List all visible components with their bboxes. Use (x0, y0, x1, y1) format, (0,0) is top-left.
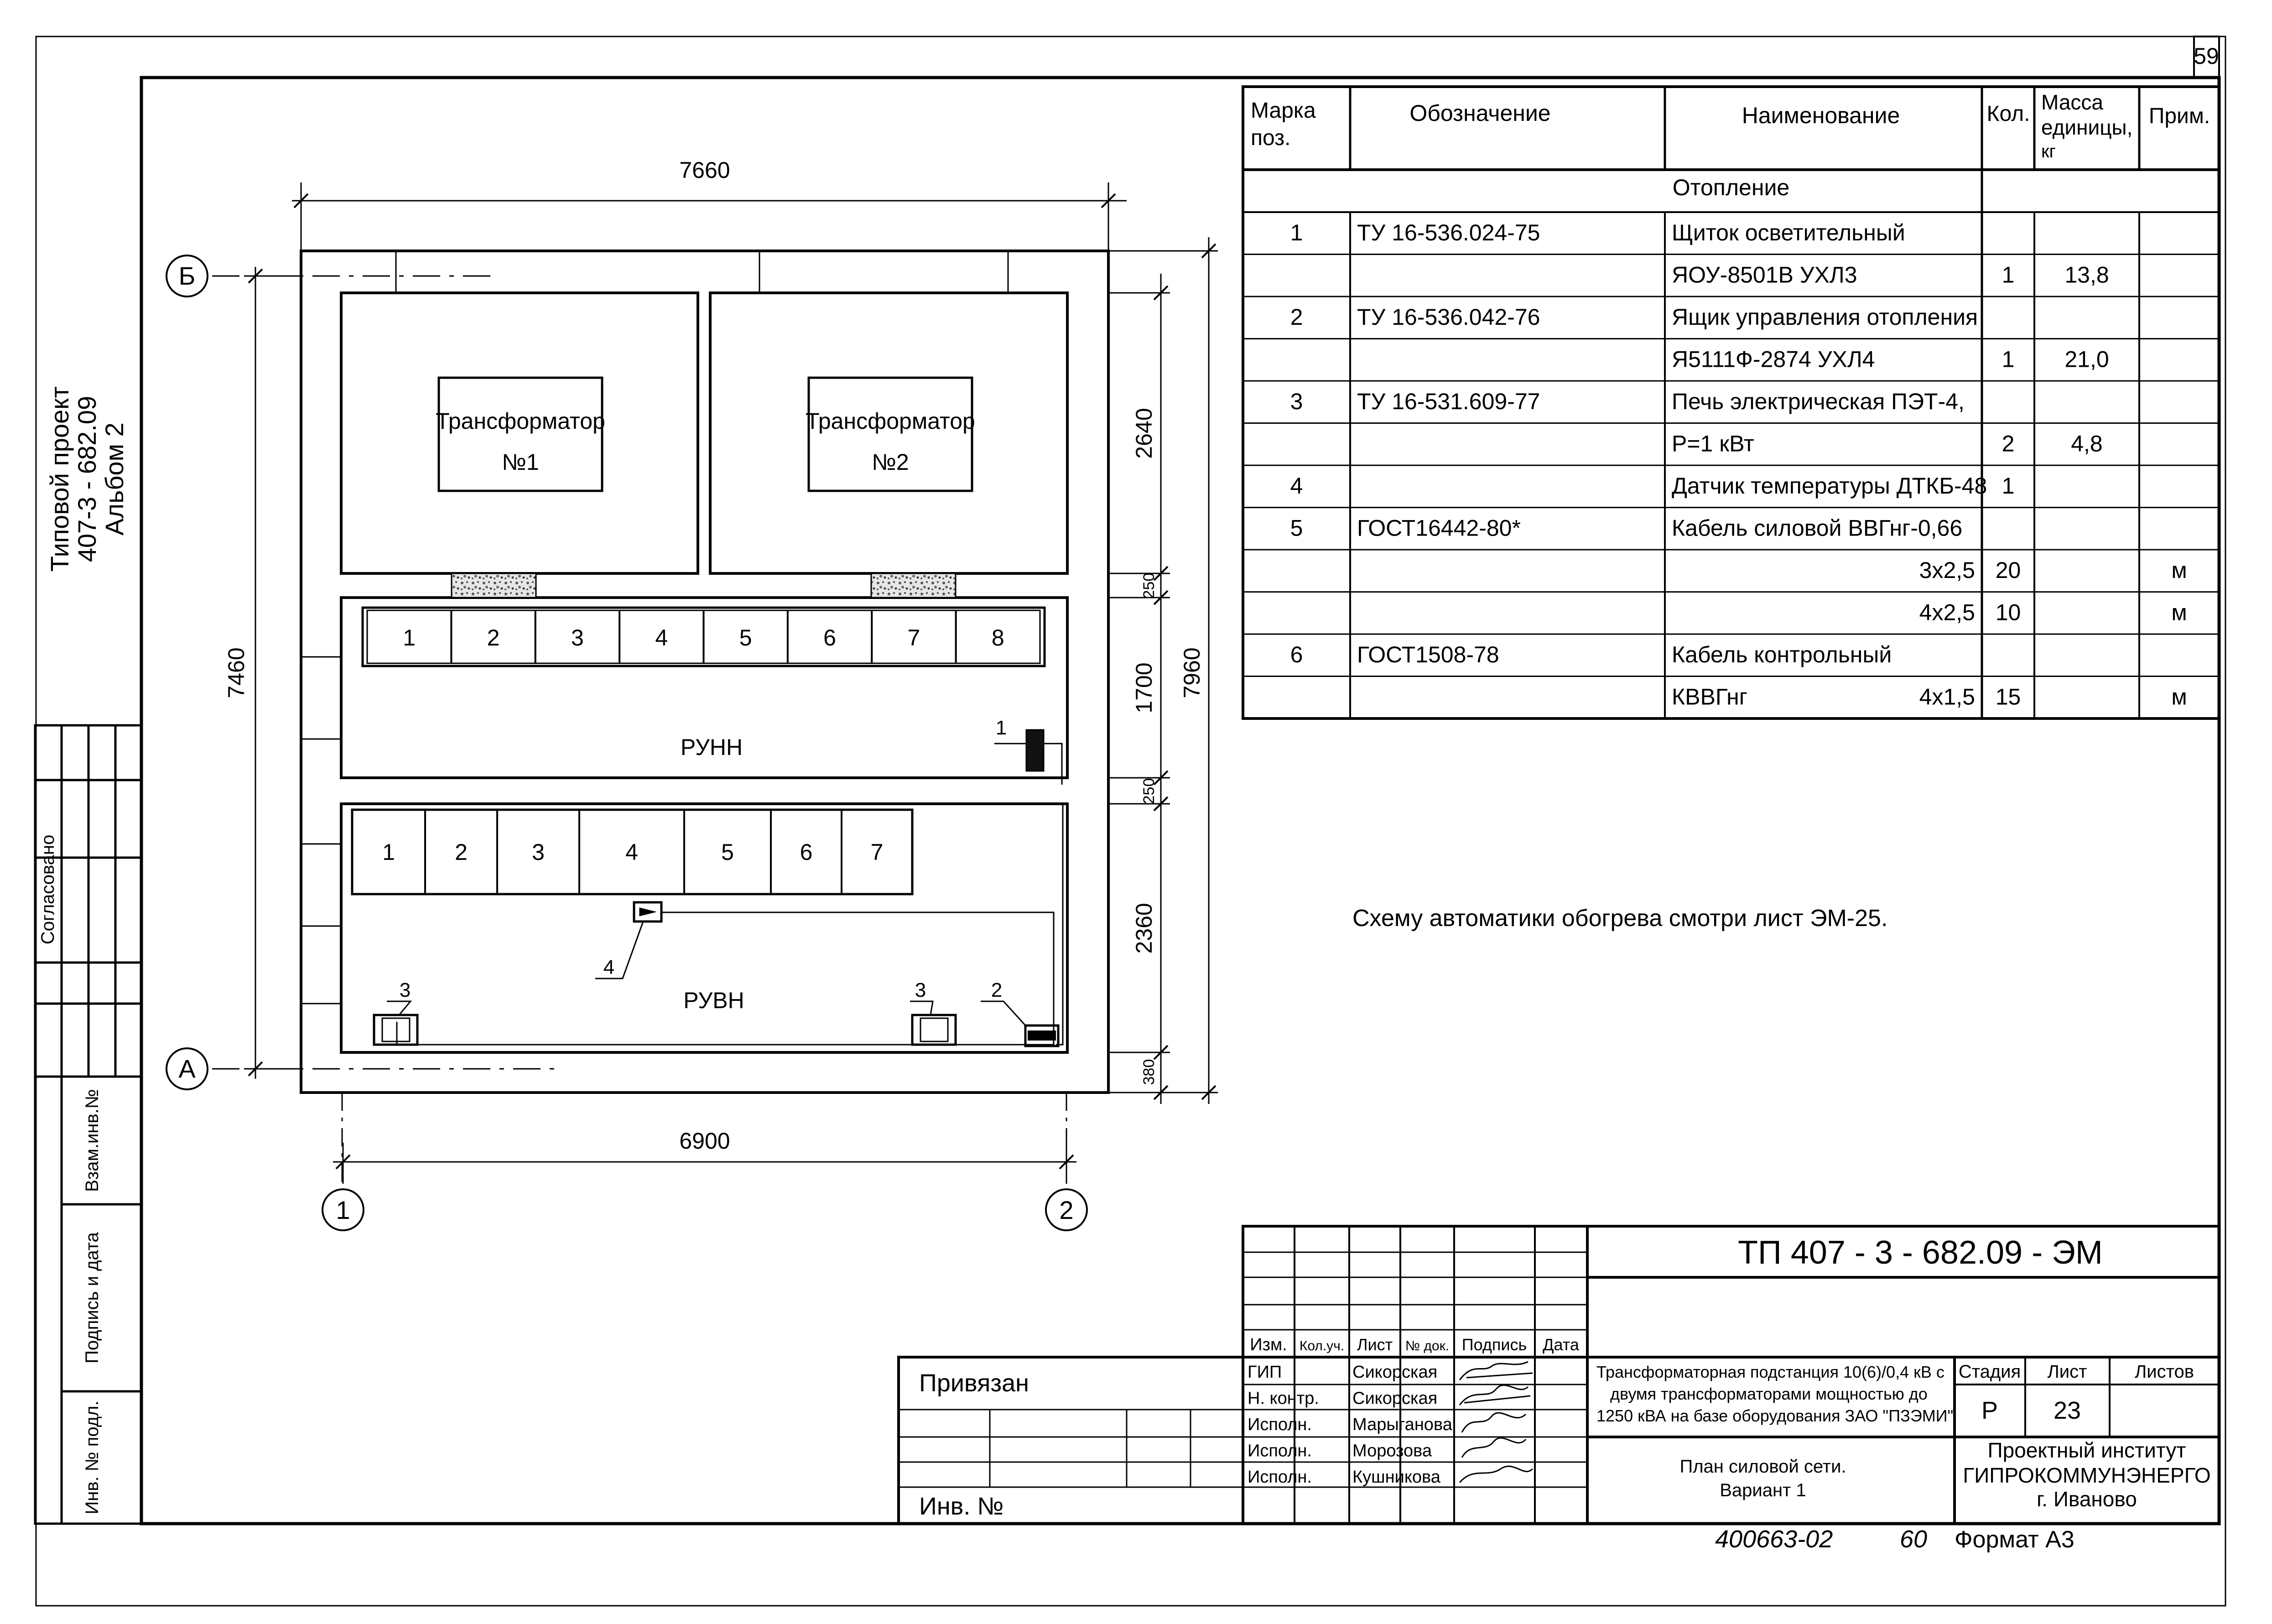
dim-top: 7660 (679, 157, 730, 183)
stamp-org-line1: Проектный институт (1987, 1438, 2186, 1462)
stamp-title-line1: Трансформаторная подстанция 10(6)/0,4 кВ с (1596, 1363, 1944, 1381)
leader-1: 1 (995, 717, 1007, 739)
dim-right-3: 1700 (1131, 662, 1157, 713)
runn-cell-4: 4 (655, 625, 668, 651)
spec-row (1672, 262, 2109, 288)
runn-cell-1: 1 (403, 625, 416, 651)
stamp-sheet-title-line2: Вариант 1 (1720, 1480, 1806, 1500)
spec-cell-designation: ТУ 16-536.042-76 (1357, 304, 1540, 330)
stamp-role: Исполн. (1248, 1468, 1312, 1487)
spec-header-mass-1: Масса (2041, 90, 2104, 114)
runn-cell-5: 5 (739, 625, 752, 651)
dim-right-2: 250 (1140, 573, 1158, 599)
spec-header-mass-3: кг (2041, 141, 2056, 161)
spec-row (1919, 557, 2187, 583)
transformer-1-number: №1 (502, 449, 539, 475)
spec-header-designation: Обозначение (1409, 100, 1551, 126)
spec-cell-name: Р=1 кВт (1672, 431, 1754, 457)
spec-cell-name-size: 4х2,5 (1919, 599, 1975, 625)
stamp-role-row (1248, 1389, 1437, 1408)
runn-cell-7: 7 (907, 625, 920, 651)
spec-header-pos-2: поз. (1251, 126, 1291, 150)
stamp-person: Марыганова (1352, 1415, 1452, 1434)
ruvn-label: РУВН (683, 988, 744, 1013)
ruvn-cell-3: 3 (532, 839, 545, 865)
spec-cell-pos: 4 (1290, 473, 1303, 499)
ruvn-cell-5: 5 (721, 839, 734, 865)
spec-row (1672, 684, 2187, 710)
signature-marks (1460, 1362, 1533, 1483)
spec-cell-name-size: 3х2,5 (1919, 557, 1975, 583)
spec-cell-note: м (2171, 684, 2187, 710)
stamp-code: ТП 407 - 3 - 682.09 - ЭМ (1738, 1234, 2103, 1271)
ruvn-cells (382, 810, 883, 894)
spec-cell-qty: 1 (2002, 346, 2015, 372)
spec-cell-qty: 1 (2002, 473, 2015, 499)
dimension-lines (244, 182, 1218, 1184)
spec-cell-qty: 2 (2002, 431, 2015, 457)
ruvn-cell-1: 1 (382, 839, 395, 865)
side-vzam: Взам.инв.№ (82, 1089, 102, 1192)
runn-cell-6: 6 (823, 625, 836, 651)
dim-right-5: 2360 (1131, 903, 1157, 954)
spec-cell-qty: 1 (2002, 262, 2015, 288)
svg-text:Альбом 2: Альбом 2 (100, 422, 129, 536)
oil-pit-2 (871, 573, 956, 598)
stamp-sheets-label: Листов (2135, 1362, 2194, 1382)
side-inv-podl: Инв. № подл. (82, 1400, 102, 1515)
spec-row (1672, 431, 2103, 457)
leader-3a: 3 (399, 979, 411, 1001)
ruvn-cell-4: 4 (625, 839, 638, 865)
stamp-role: ГИП (1248, 1363, 1282, 1382)
spec-header-name: Наименование (1742, 103, 1900, 128)
spec-row (1290, 304, 1978, 330)
footer-handwritten-num: 60 (1900, 1525, 1928, 1553)
runn-label: РУНН (680, 734, 743, 760)
spec-cell-designation: ГОСТ16442-80* (1357, 515, 1521, 541)
spec-cell-name: Кабель контрольный (1672, 642, 1892, 667)
spec-cell-pos: 1 (1290, 220, 1303, 245)
stamp-title-line2: двумя трансформаторами мощностью до (1610, 1385, 1928, 1403)
spec-cell-mass: 21,0 (2064, 346, 2109, 372)
stamp-stage-value: Р (1981, 1397, 1998, 1424)
spec-cell-note: м (2171, 599, 2187, 625)
dim-right-1: 2640 (1131, 408, 1157, 459)
runn-cell-8: 8 (991, 625, 1004, 651)
axis-1-label: 1 (336, 1196, 350, 1224)
stamp-person: Кушникова (1352, 1468, 1440, 1487)
spec-header-qty: Кол. (1986, 102, 2030, 126)
spec-cell-name: Я5111Ф-2874 УХЛ4 (1672, 346, 1875, 372)
stamp-role-row (1248, 1442, 1432, 1461)
transformer-2-name: Трансформатор (806, 408, 975, 434)
spec-header-mass-2: единицы, (2041, 115, 2133, 139)
spec-cell-name: Ящик управления отопления (1672, 304, 1978, 330)
floor-plan (301, 251, 1108, 1093)
spec-header-pos-1: Марка (1251, 99, 1316, 123)
spec-cell-name: Щиток осветительный (1672, 220, 1905, 245)
spec-cell-name: Кабель силовой ВВГнг-0,66 (1672, 515, 1963, 541)
stamp-inv-no: Инв. № (919, 1493, 1004, 1520)
axis-2-label: 2 (1059, 1196, 1074, 1224)
side-agreed: Согласовано (38, 834, 58, 945)
leader-4: 4 (603, 956, 615, 979)
ruvn-cell-6: 6 (800, 839, 813, 865)
runn-cell-2: 2 (487, 625, 500, 651)
stamp-role: Н. контр. (1248, 1389, 1319, 1408)
spec-cell-name: Печь электрическая ПЭТ-4, (1672, 389, 1965, 414)
dim-right-4: 250 (1140, 778, 1158, 804)
ruvn-cell-2: 2 (455, 839, 468, 865)
spec-cell-designation: ГОСТ1508-78 (1357, 642, 1499, 667)
leader-lines (387, 744, 1026, 1026)
stamp-col-header: Подпись (1461, 1335, 1527, 1354)
stamp-col-header: Лист (1357, 1335, 1393, 1354)
stamp-org-line2: ГИПРОКОММУНЭНЕРГО (1963, 1463, 2211, 1487)
sheet-number: 59 (2194, 43, 2219, 69)
spec-cell-mass: 13,8 (2064, 262, 2109, 288)
stamp-org-line3: г. Иваново (2037, 1487, 2137, 1511)
spec-cell-pos: 3 (1290, 389, 1303, 414)
stamp-sheet-value: 23 (2053, 1397, 2081, 1424)
axis-a-label: А (178, 1054, 196, 1083)
spec-row (1290, 642, 1892, 667)
ruvn-cell-7: 7 (870, 839, 884, 865)
stamp-sheet-label: Лист (2047, 1362, 2087, 1382)
spec-cell-name: Датчик температуры ДТКБ-48 (1672, 473, 1987, 499)
svg-text:407-3 - 682.09: 407-3 - 682.09 (73, 396, 101, 562)
stamp-role: Исполн. (1248, 1415, 1312, 1434)
footer-format: Формат А3 (1955, 1526, 2074, 1553)
spec-row (1290, 389, 1965, 414)
stamp-col-header: Изм. (1250, 1335, 1287, 1354)
stamp-col-header: № док. (1405, 1338, 1450, 1353)
spec-row (1290, 220, 1905, 245)
stamp-col-header: Дата (1543, 1335, 1579, 1354)
stamp-role-row (1248, 1468, 1441, 1487)
stamp-role: Исполн. (1248, 1441, 1312, 1461)
dim-right-6: 380 (1140, 1059, 1158, 1085)
spec-cell-mass: 4,8 (2071, 431, 2103, 457)
runn-cell-3: 3 (571, 625, 584, 651)
stamp-col-headers (1250, 1335, 1580, 1354)
spec-header-note: Прим. (2148, 104, 2210, 128)
stamp-person: Сикорская (1352, 1389, 1438, 1408)
spec-cell-pos: 5 (1290, 515, 1303, 541)
leader-2: 2 (991, 979, 1003, 1001)
stamp-person: Сикорская (1352, 1363, 1438, 1382)
spec-cell-designation: ТУ 16-536.024-75 (1357, 220, 1540, 245)
svg-text:Типовой проект: Типовой проект (45, 386, 74, 572)
spec-section-heating: Отопление (1672, 175, 1790, 200)
spec-cell-note: м (2171, 557, 2187, 583)
oil-pit-1 (452, 573, 536, 598)
spec-cell-qty: 10 (1995, 599, 2021, 625)
stamp-role-row (1248, 1363, 1437, 1382)
automation-note: Схему автоматики обогрева смотри лист ЭМ-25. (1352, 905, 1888, 932)
stamp-col-header: Кол.уч. (1299, 1338, 1345, 1353)
transformer-2-number: №2 (872, 449, 909, 475)
dim-bottom: 6900 (679, 1128, 730, 1154)
spec-cell-qty: 20 (1995, 557, 2021, 583)
runn-cells (403, 610, 1004, 663)
stamp-title-line3: 1250 кВА на базе оборудования ЗАО "ПЗЭМИ" (1596, 1406, 1954, 1425)
stamp-sheet-title-line1: План силовой сети. (1679, 1457, 1846, 1477)
spec-row (1290, 473, 2015, 499)
stamp-person: Морозова (1352, 1441, 1432, 1461)
leader-3b: 3 (915, 979, 926, 1001)
spec-cell-designation: ТУ 16-531.609-77 (1357, 389, 1540, 414)
spec-row (1672, 347, 2109, 372)
stamp-privyazan: Привязан (919, 1369, 1029, 1397)
spec-row (1290, 515, 1963, 541)
dim-left: 7460 (224, 647, 249, 698)
spec-cell-name: ЯОУ-8501В УХЛ3 (1672, 262, 1857, 288)
side-project-label (45, 386, 129, 572)
spec-cell-name: КВВГнг (1672, 684, 1747, 710)
stamp-stage-label: Стадия (1958, 1362, 2021, 1382)
spec-cell-qty: 15 (1995, 684, 2021, 710)
transformer-1-name: Трансформатор (436, 408, 605, 434)
spec-row (1919, 600, 2187, 625)
footer-handwritten-code: 400663-02 (1715, 1525, 1833, 1553)
spec-cell-name-size: 4х1,5 (1919, 684, 1975, 710)
dim-right-total: 7960 (1179, 647, 1205, 698)
side-sign-date: Подпись и дата (82, 1232, 102, 1364)
spec-cell-pos: 2 (1290, 304, 1303, 330)
axis-b-label: Б (178, 261, 196, 290)
spec-cell-pos: 6 (1290, 642, 1303, 667)
